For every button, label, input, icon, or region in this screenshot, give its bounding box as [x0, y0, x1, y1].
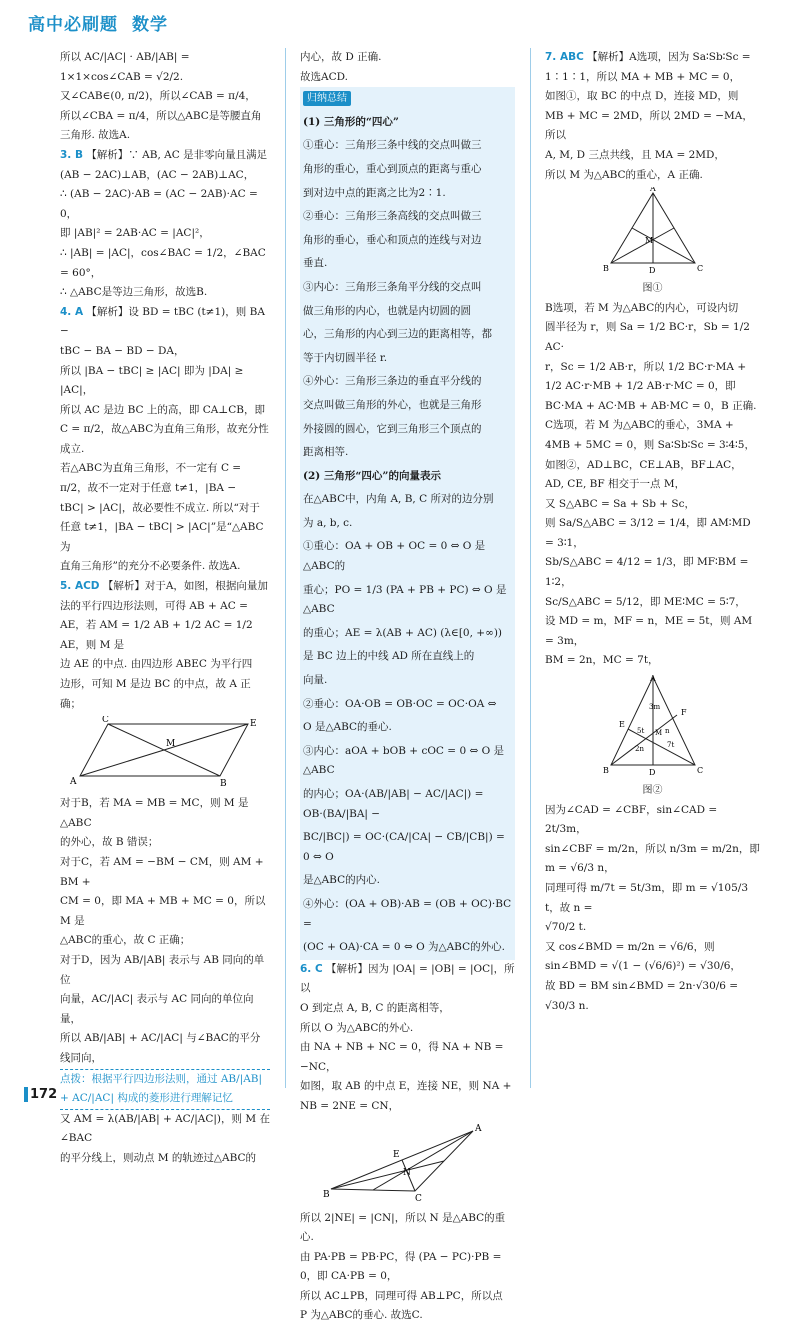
text-line: 即 |AB|² = 2AB·AC = |AC|²， [60, 227, 210, 240]
text-line: 内心，故 D 正确. [300, 51, 382, 63]
svg-text:n: n [664, 727, 670, 736]
text-line: 所以 AC/|AC| · AB/|AB| = 1×1×cos∠CAB = √2/2. [60, 51, 190, 83]
text-line: 向量，AC/|AC| 表示与 AC 同向的单位向量， [60, 993, 254, 1025]
text-line: 因为∠CAD = ∠CBF，sin∠CAD = 2t/3m， [545, 803, 718, 836]
question-number: 4. A [60, 305, 84, 318]
text-line: 直角三角形”的充分不必要条件. 故选A. [60, 560, 241, 573]
text-line: 向量. [300, 669, 515, 693]
answer-text: 【解析】设 BD = tBC (t≠1)，则 BA − [60, 305, 265, 338]
text-line: ③内心：三角形三条角平分线的交点叫 [300, 276, 515, 300]
figure-caption: 图① [642, 283, 663, 295]
column-left [60, 48, 270, 1168]
svg-text:C: C [696, 766, 703, 776]
svg-text:B: B [602, 264, 609, 274]
column-right [545, 48, 760, 1016]
parallelogram-figure [60, 716, 270, 792]
text-line: (2) 三角形“四心”的向量表示 [300, 465, 515, 489]
text-line: △ABC的重心，故 C 正确； [60, 934, 191, 947]
question-number: 6. C [300, 962, 323, 975]
text-line: A, M, D 三点共线，且 MA = 2MD， [545, 148, 725, 161]
svg-text:A: A [474, 1123, 481, 1134]
text-line: ∴ (AB − 2AC)·AB = (AC − 2AB)·AC = 0， [60, 188, 258, 220]
text-line: 角形的重心，重心到顶点的距离与重心 [300, 158, 515, 182]
column-divider [285, 48, 286, 1088]
text-line: 又 S△ABC = Sa + Sb + Sc， [545, 497, 695, 510]
text-line: 法的平行四边形法则，可得 AB + AC = [60, 599, 248, 612]
svg-text:3m: 3m [648, 703, 660, 712]
question-number: 5. ACD [60, 580, 100, 593]
text-line: 是 BC 边上的中线 AD 所在直线上的 [300, 645, 515, 669]
text-line: CM = 0，即 MA + MB + MC = 0，所以 M 是 [60, 895, 266, 927]
svg-text:C: C [414, 1193, 422, 1204]
text-line: 做三角形的内心，也就是内切圆的圆 [300, 300, 515, 324]
text-line: tBC − BA − BD − DA， [60, 344, 185, 357]
text-line: (OC + OA)·CA = 0 ⇔ O 为△ABC的外心. [300, 936, 515, 960]
text-line: 的内心；OA·(AB/|AB| − AC/|AC|) = OB·(BA/|BA| − [300, 783, 515, 826]
text-line: 4MB + 5MC = 0，则 Sa∶Sb∶Sc = 3∶4∶5， [545, 438, 755, 451]
text-line: BC·MA + AC·MB + AB·MC = 0，B 正确. [545, 399, 757, 412]
text-line: 若△ABC为直角三角形，不一定有 C = [60, 462, 242, 475]
text-line: 边 AE 的中点. 由四边形 ABEC 为平行四 [60, 658, 253, 671]
svg-text:C: C [696, 264, 703, 274]
text-line: ∴ |AB| = |AC|，cos∠BAC = 1/2，∠BAC = 60°， [60, 246, 266, 279]
text-line: 0，即 CA·PB = 0， [300, 1270, 398, 1283]
text-line: π/2，故不一定对于任意 t≠1，|BA − [60, 482, 237, 495]
column-middle [300, 48, 515, 1326]
text-line: 为 a, b, c. [300, 512, 515, 536]
text-line: 所以 AC⊥PB，同理可得 AB⊥PC，所以点 [300, 1289, 503, 1302]
text-line: AE，若 AM = 1/2 AB + 1/2 AC = 1/2 AE，则 M 是 [60, 619, 253, 651]
text-line: BM = 2n，MC = 7t， [545, 654, 659, 667]
answer-text: 【解析】A选项，因为 Sa∶Sb∶Sc = [587, 51, 751, 63]
text-line: 角形的垂心，垂心和顶点的连线与对边 [300, 229, 515, 253]
text-line: 边形，可知 M 是边 BC 的中点，故 A 正确； [60, 678, 251, 710]
text-line: ②垂心：三角形三条高线的交点叫做三 [300, 205, 515, 229]
answer-text: 【解析】因为 |OA| = |OB| = |OC|，所以 [300, 962, 515, 995]
text-line: 垂直. [300, 252, 515, 276]
text-line: 的外心，故 B 错误； [60, 836, 159, 849]
svg-text:B: B [219, 779, 227, 790]
text-line: 则 Sa/S△ABC = 3/12 = 1/4，即 AM∶MD = 3∶1， [545, 517, 751, 549]
answer-line [60, 146, 270, 166]
text-line: 1/2 AC·r·MB + 1/2 AB·r·MC = 0，即 [545, 380, 736, 393]
svg-text:A: A [649, 674, 656, 684]
text-line: sin∠BMD = √(1 − (√6/6)²) = √30/6， [545, 960, 741, 973]
text-line: 三角形. 故选A. [60, 129, 131, 142]
text-line: ①重心：三角形三条中线的交点叫做三 [300, 134, 515, 158]
svg-text:M: M [654, 729, 662, 738]
text-line: 同理可得 m/7t = 5t/3m，即 m = √105/3 t，故 n = [545, 882, 748, 914]
text-line: 由 PA·PB = PB·PC，得 (PA − PC)·PB = [300, 1250, 502, 1263]
svg-text:D: D [648, 768, 655, 778]
figure-2 [545, 673, 760, 779]
answer-text: 【解析】∵ AB, AC 是非零向量且满足 [86, 148, 268, 161]
answer-line [60, 577, 270, 597]
text-line: (1) 三角形的“四心” [300, 111, 515, 135]
text-line: 由 NA + NB + NC = 0，得 NA + NB = −NC， [300, 1041, 504, 1073]
column-divider [530, 48, 531, 1088]
text-line: O 到定点 A, B, C 的距离相等， [300, 1001, 450, 1014]
text-line: 是△ABC的内心. [300, 869, 515, 893]
text-line: tBC| > |AC|，故必要性不成立. 所以“对于 [60, 501, 260, 514]
text-line: ①重心：OA + OB + OC = 0 ⇔ O 是△ABC的 [300, 535, 515, 578]
text-line: ②垂心：OA·OB = OB·OC = OC·OA ⇔ [300, 693, 515, 717]
text-line: ∴ △ABC是等边三角形，故选B. [60, 286, 208, 299]
book-title [28, 10, 168, 35]
text-line: sin∠CBF = m/2n，所以 n/3m = m/2n，即 m = √6/3 n， [545, 842, 760, 875]
text-line: 所以 2|NE| = |CN|，所以 N 是△ABC的重心. [300, 1211, 506, 1244]
text-line: r，Sc = 1/2 AB·r，所以 1/2 BC·r·MA + [545, 360, 747, 373]
text-line: 如图，取 AB 的中点 E，连接 NE，则 NA + [300, 1080, 512, 1093]
text-line: C = π/2，故△ABC为直角三角形，故充分性 [60, 423, 269, 436]
svg-text:7t: 7t [666, 741, 674, 750]
text-line: 的平分线上，则动点 M 的轨迹过△ABC的 [60, 1151, 257, 1164]
text-line: P 为△ABC的垂心. 故选C. [300, 1309, 423, 1322]
question-number: 3. B [60, 148, 83, 161]
svg-text:D: D [648, 266, 655, 276]
text-line: 1∶1∶1，所以 MA + MB + MC = 0， [545, 70, 741, 83]
svg-text:2n: 2n [634, 745, 644, 754]
text-line: 如图②，AD⊥BC，CE⊥AB，BF⊥AC， [545, 458, 742, 471]
text-line: B选项，若 M 为△ABC的内心，可设内切 [545, 301, 739, 314]
text-line: 成立. [60, 442, 85, 455]
text-line: 所以 O 为△ABC的外心. [300, 1021, 414, 1034]
text-line: BC/|BC|) = OC·(CA/|CA| − CB/|CB|) = 0 ⇔ O [300, 826, 515, 869]
svg-text:E: E [618, 720, 625, 730]
svg-text:M: M [165, 739, 175, 750]
svg-text:5t: 5t [636, 727, 644, 736]
svg-text:E: E [249, 719, 257, 730]
tip-note: 点拨：根据平行四边形法则，通过 AB/|AB| + AC/|AC| 构成的菱形进行理解记忆 [60, 1069, 270, 1110]
page-number: 172 [24, 1087, 57, 1102]
text-line: 到对边中点的距离之比为2∶1. [300, 182, 515, 206]
svg-text:E: E [392, 1149, 400, 1160]
text-line: Sc/S△ABC = 5/12，即 ME∶MC = 5∶7， [545, 595, 746, 608]
text-line: 所以 AB/|AB| + AC/|AC| 与∠BAC的平分线同向， [60, 1032, 261, 1064]
text-line: 心，三角形的内心到三边的距离相等，都 [300, 323, 515, 347]
text-line: MB + MC = 2MD，所以 2MD = −MA，所以 [545, 109, 753, 142]
text-line: 又 AM = λ(AB/|AB| + AC/|AC|)，则 M 在∠BAC [60, 1112, 270, 1145]
text-line: 对于B，若 MA = MB = MC，则 M 是△ABC [60, 797, 249, 829]
text-line: ④外心：三角形三条边的垂直平分线的 [300, 370, 515, 394]
text-line: 距离相等. [300, 441, 515, 465]
text-line: Sb/S△ABC = 4/12 = 1/3，即 MF∶BM = 1∶2， [545, 556, 749, 589]
svg-text:C: C [101, 716, 109, 726]
svg-text:N: N [402, 1167, 411, 1178]
answer-text: 【解析】对于A，如图，根据向量加 [102, 580, 268, 593]
text-line: 所以∠CBA = π/4，所以△ABC是等腰直角 [60, 109, 262, 122]
svg-text:M: M [644, 236, 653, 246]
text-line: O 是△ABC的垂心. [300, 716, 515, 740]
text-line: 重心；PO = 1/3 (PA + PB + PC) ⇔ O 是△ABC [300, 579, 515, 622]
answer-line [60, 303, 270, 342]
text-line: 如图①，取 BC 的中点 D，连接 MD，则 [545, 90, 739, 103]
text-line: 所以 AC 是边 BC 上的高，即 CA⊥CB，即 [60, 403, 265, 416]
text-line: ③内心：aOA + bOB + cOC = 0 ⇔ O 是△ABC [300, 740, 515, 783]
text-line: AD, CE, BF 相交于一点 M， [545, 478, 686, 491]
svg-text:F: F [680, 708, 687, 718]
summary-header [300, 87, 515, 111]
figure-1 [545, 187, 760, 277]
svg-text:A: A [69, 777, 76, 788]
text-line: ④外心：(OA + OB)·AB = (OB + OC)·BC = [300, 893, 515, 936]
text-line: 等于内切圆半径 r. [300, 347, 515, 371]
text-line: 对于D，因为 AB/|AB| 表示与 AB 同向的单位 [60, 953, 265, 986]
answer-line [300, 960, 515, 999]
text-line: 任意 t≠1，|BA − tBC| > |AC|”是“△ABC为 [60, 521, 264, 553]
text-line: 的重心；AE = λ(AB + AC) (λ∈[0, +∞)) [300, 622, 515, 646]
text-line: 设 MD = m，MF = n，ME = 5t，则 AM = 3m， [545, 615, 753, 647]
text-line: (AB − 2AC)⊥AB，(AC − 2AB)⊥AC， [60, 168, 255, 181]
question-number: 7. ABC [545, 51, 584, 63]
text-line: 故选ACD. [300, 70, 348, 83]
triangle-n-figure [300, 1119, 515, 1207]
text-line: 交点叫做三角形的外心，也就是三角形 [300, 394, 515, 418]
text-line: 所以 |BA − tBC| ≥ |AC| 即为 |DA| ≥ |AC|， [60, 364, 244, 397]
text-line: 所以 M 为△ABC的重心，A 正确. [545, 168, 703, 181]
svg-text:B: B [602, 766, 609, 776]
svg-text:A: A [649, 187, 656, 194]
text-line: 圆半径为 r，则 Sa = 1/2 BC·r，Sb = 1/2 AC· [545, 321, 750, 353]
answer-line [545, 48, 760, 68]
text-line: 故 BD = BM sin∠BMD = 2n·√30/6 = √30/3 n. [545, 979, 739, 1012]
book-name: 高中必刷题 [28, 15, 118, 35]
figure-caption: 图② [642, 785, 663, 797]
text-line: 又 cos∠BMD = m/2n = √6/6，则 [545, 940, 715, 953]
subject-name: 数学 [132, 15, 168, 35]
text-line: 又∠CAB∈(0, π/2)，所以∠CAB = π/4， [60, 90, 256, 103]
page-header [28, 10, 768, 38]
text-line: 在△ABC中，内角 A, B, C 所对的边分别 [300, 488, 515, 512]
svg-text:B: B [322, 1189, 330, 1200]
summary-tag: 归纳总结 [303, 91, 351, 106]
text-line: √70/2 t. [545, 921, 587, 934]
text-line: C选项，若 M 为△ABC的垂心，3MA + [545, 419, 734, 432]
text-line: 外接圆的圆心，它到三角形三个顶点的 [300, 418, 515, 442]
text-line: 对于C，若 AM = −BM − CM，则 AM + BM + [60, 855, 264, 888]
text-line: NB = 2NE = CN， [300, 1099, 400, 1112]
